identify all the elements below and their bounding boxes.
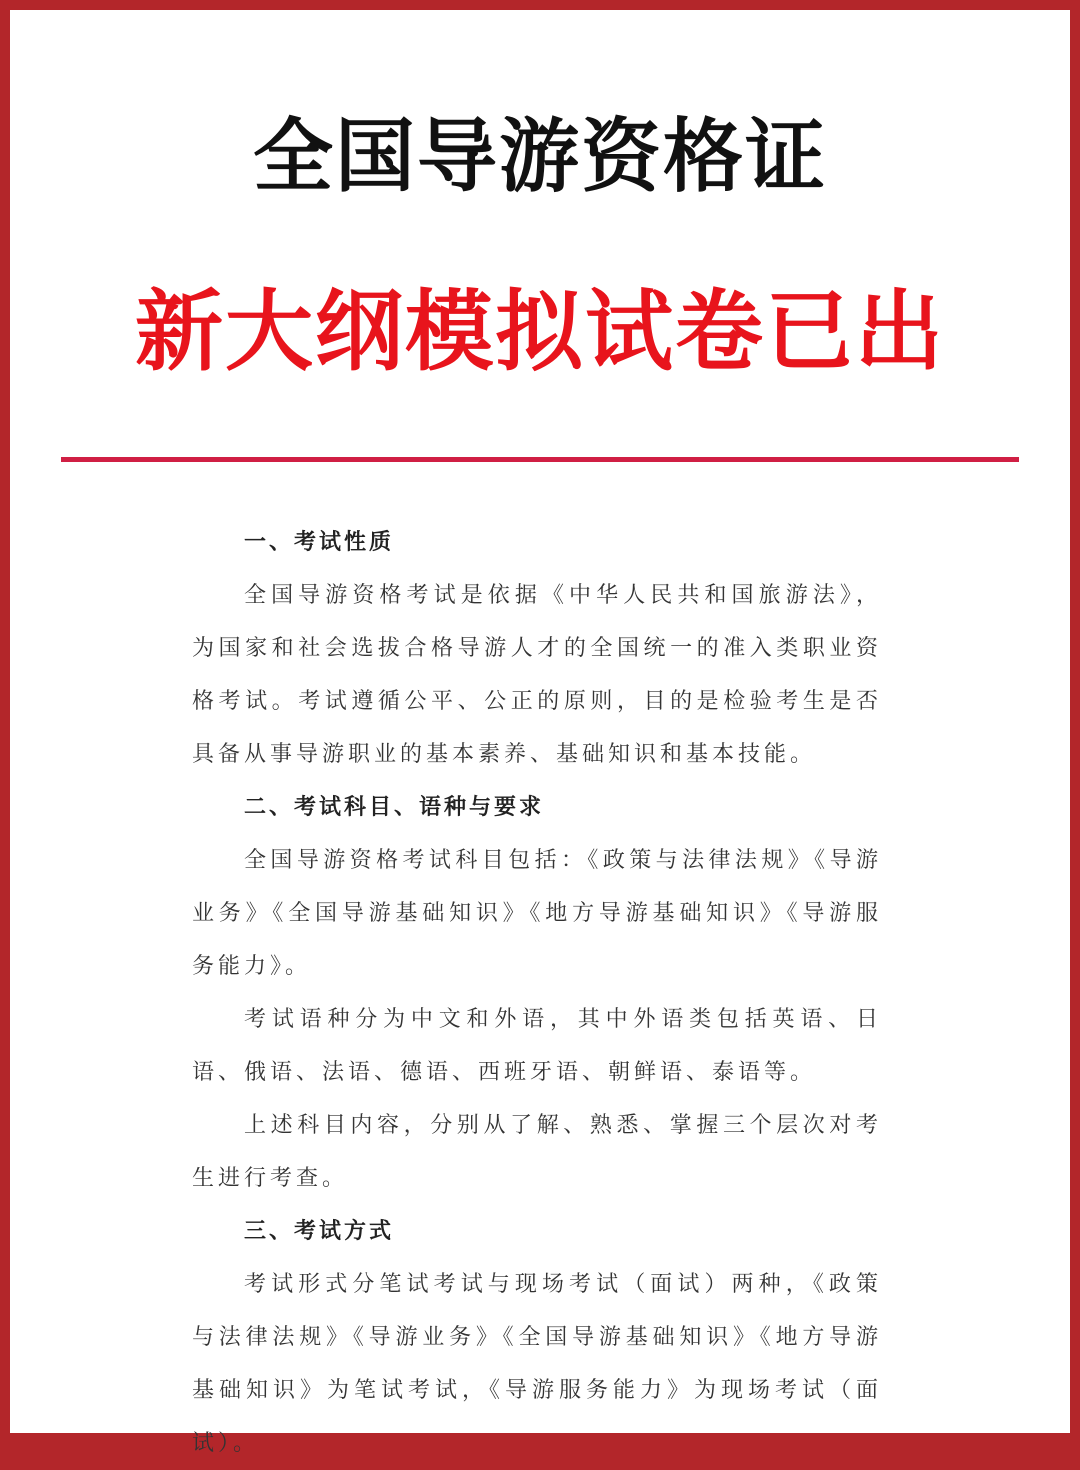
paragraph: 全国导游资格考试科目包括：《政策与法律法规》《导游业务》《全国导游基础知识》《地方导游基础知识》《导游服务能力》。 (192, 848, 882, 979)
section-heading-subjects: 二、考试科目、语种与要求 (244, 795, 545, 820)
document-body (192, 516, 882, 1470)
section-heading-nature: 一、考试性质 (244, 530, 395, 555)
paragraph: 考试形式分笔试考试与现场考试（面试）两种，《政策与法律法规》《导游业务》《全国导游基础知识》《地方导游基础知识》为笔试考试，《导游服务能力》为现场考试（面试）。 (192, 1272, 882, 1456)
document-page (10, 10, 1070, 1456)
paragraph: 考试语种分为中文和外语，其中外语类包括英语、日语、俄语、法语、德语、西班牙语、朝鲜语、泰语等。 (192, 1007, 882, 1085)
page-subtitle: 新大纲模拟试卷已出 (134, 280, 945, 383)
paragraph: 上述科目内容，分别从了解、熟悉、掌握三个层次对考生进行考查。 (192, 1113, 882, 1191)
section-heading-method: 三、考试方式 (244, 1219, 395, 1244)
title-divider (61, 457, 1019, 462)
page-title: 全国导游资格证 (253, 110, 827, 203)
paragraph: 全国导游资格考试是依据《中华人民共和国旅游法》，为国家和社会选拔合格导游人才的全国统一的准入类职业资格考试。考试遵循公平、公正的原则，目的是检验考生是否具备从事导游职业的基本素养、基础知识和基本技能。 (192, 583, 882, 767)
